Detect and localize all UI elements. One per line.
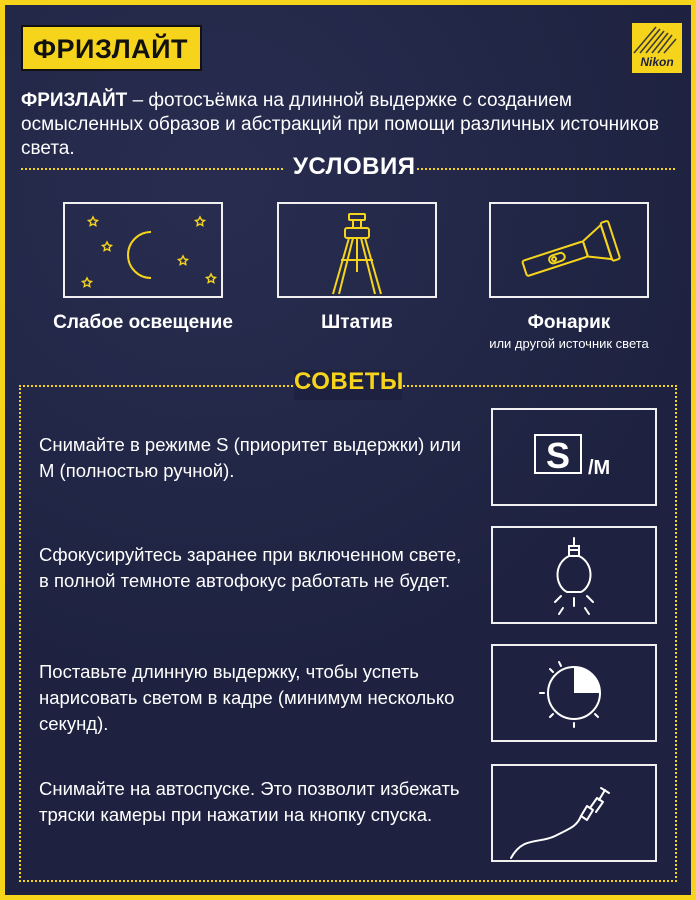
tripod-box <box>277 202 437 298</box>
timer-icon <box>493 646 655 740</box>
tip-text-2: Сфокусируйтесь заранее при включенном свете, в полной темноте автофокус работать не будет. <box>39 544 462 591</box>
shooting-mode-box <box>491 408 657 506</box>
mode-s-label: S <box>545 435 571 476</box>
moon-stars-icon <box>65 204 221 296</box>
logo-text: Nikon <box>640 55 674 69</box>
nikon-logo <box>632 23 682 73</box>
conditions-heading: УСЛОВИЯ <box>293 153 416 180</box>
intro-term: ФРИЗЛАЙТ <box>21 90 128 111</box>
remote-release-box <box>491 764 657 862</box>
timer-box <box>491 644 657 742</box>
shooting-mode-icon <box>493 410 655 504</box>
remote-release-icon <box>493 766 655 860</box>
intro-paragraph <box>21 89 671 161</box>
light-bulb-icon <box>493 528 655 622</box>
flashlight-box <box>489 202 649 298</box>
divider-right <box>417 168 675 170</box>
condition-sublabel-flashlight: или другой источник света <box>489 336 649 351</box>
condition-label-tripod: Штатив <box>321 312 393 333</box>
mode-m-label: /M <box>588 457 611 479</box>
divider-left <box>21 168 283 170</box>
light-bulb-box <box>491 526 657 624</box>
flashlight-icon <box>491 204 647 296</box>
tip-text-4: Снимайте на автоспуске. Это позволит избежать тряски камеры при нажатии на кнопку спуска. <box>39 778 460 825</box>
infographic-frame <box>5 5 691 895</box>
condition-label-flashlight: Фонарик <box>527 312 611 333</box>
tripod-icon <box>279 204 435 296</box>
tip-text-1: Снимайте в режиме S (приоритет выдержки) или M (полностью ручной). <box>39 434 461 481</box>
condition-label-low-light: Слабое освещение <box>53 312 233 333</box>
page-title: ФРИЗЛАЙТ <box>21 25 202 71</box>
low-light-box <box>63 202 223 298</box>
intro-text: – фотосъёмка на длинной выдержке с созданием осмысленных образов и абстракций при помощи различных источников света. <box>21 90 659 159</box>
tips-heading: СОВЕТЫ <box>294 368 404 395</box>
tip-text-3: Поставьте длинную выдержку, чтобы успеть нарисовать светом в кадре (минимум несколько секунд). <box>39 661 455 734</box>
